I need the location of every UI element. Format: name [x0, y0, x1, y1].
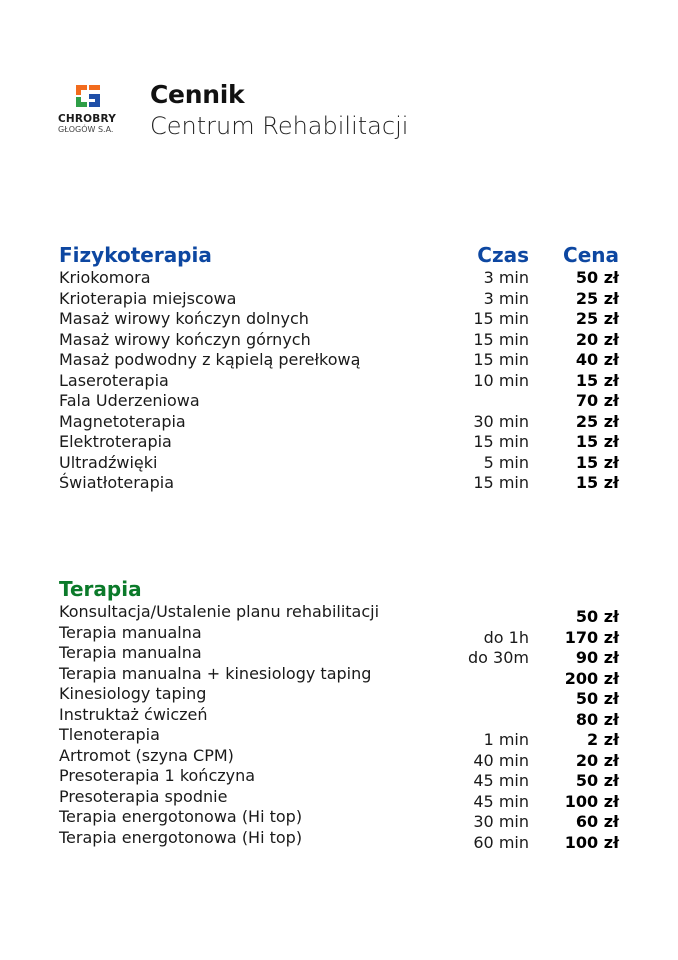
price-row	[59, 766, 622, 790]
service-price: 50 zł	[575, 689, 619, 708]
service-price: 25 zł	[575, 411, 619, 431]
price-row	[59, 453, 622, 474]
service-time: 30 min	[473, 812, 529, 831]
service-price: 100 zł	[564, 832, 619, 852]
service-time: 15 min	[473, 329, 529, 349]
section-terapia	[59, 577, 622, 852]
price-row	[59, 602, 622, 626]
service-name: Tlenoterapia	[59, 725, 160, 744]
price-list	[59, 602, 622, 852]
section-fizykoterapia	[59, 243, 622, 494]
section-header	[59, 243, 622, 268]
section-title: Fizykoterapia	[59, 243, 212, 267]
service-time: 15 min	[473, 309, 529, 328]
service-name: Światłoterapia	[59, 473, 175, 492]
service-time: 15 min	[473, 350, 529, 369]
service-price: 100 zł	[564, 791, 619, 811]
service-time: 3 min	[483, 288, 529, 308]
service-name: Fala Uderzeniowa	[59, 391, 200, 410]
service-name: Ultradźwięki	[59, 452, 158, 472]
price-row	[59, 412, 622, 433]
service-price: 70 zł	[575, 391, 619, 410]
price-row	[59, 725, 622, 749]
service-name: Masaż wirowy kończyn dolnych	[59, 309, 309, 328]
service-time: do 1h	[483, 627, 529, 647]
service-name: Kriokomora	[59, 268, 151, 287]
price-row	[59, 807, 622, 831]
section-header	[59, 577, 622, 602]
service-name: Masaż podwodny z kąpielą perełkową	[59, 350, 361, 369]
brand-subtitle: GŁOGÓW S.A.	[58, 125, 114, 134]
price-row	[59, 643, 622, 667]
price-row	[59, 330, 622, 351]
service-price: 50 zł	[575, 268, 619, 287]
price-row	[59, 432, 622, 453]
price-list	[59, 268, 622, 494]
service-time: 60 min	[473, 832, 529, 852]
service-name: Konsultacja/Ustalenie planu rehabilitacji	[59, 602, 380, 621]
service-time: 45 min	[473, 791, 529, 811]
service-name: Terapia manualna + kinesiology taping	[59, 663, 372, 683]
service-time: 45 min	[473, 771, 529, 790]
service-time: do 30m	[468, 648, 529, 667]
chrobry-logo-icon	[73, 82, 103, 110]
service-price: 25 zł	[575, 309, 619, 328]
price-row	[59, 622, 622, 647]
service-price: 170 zł	[564, 627, 619, 647]
price-row	[59, 371, 622, 392]
service-price: 60 zł	[575, 812, 619, 831]
service-time: 30 min	[473, 411, 529, 431]
service-name: Artromot (szyna CPM)	[59, 745, 234, 765]
page-title: Cennik	[150, 80, 245, 109]
service-price: 15 zł	[575, 452, 619, 472]
price-row	[59, 391, 622, 412]
service-price: 20 zł	[575, 750, 619, 770]
service-name: Terapia manualna	[59, 622, 202, 642]
service-price: 25 zł	[575, 288, 619, 308]
service-name: Terapia energotonowa (Hi top)	[59, 807, 303, 826]
column-header-time: Czas	[477, 243, 529, 267]
service-price: 40 zł	[575, 350, 619, 369]
price-row	[59, 684, 622, 708]
service-price: 200 zł	[564, 668, 619, 688]
service-time: 3 min	[483, 268, 529, 287]
price-row	[59, 663, 622, 688]
price-row	[59, 473, 622, 494]
column-header-price: Cena	[563, 243, 619, 267]
service-price: 90 zł	[575, 648, 619, 667]
service-time: 10 min	[473, 370, 529, 390]
service-name: Presoterapia 1 kończyna	[59, 766, 256, 785]
price-row	[59, 268, 622, 289]
price-row	[59, 289, 622, 310]
service-time: 15 min	[473, 473, 529, 492]
service-time: 5 min	[483, 452, 529, 472]
service-price: 15 zł	[575, 473, 619, 492]
service-name: Instruktaż ćwiczeń	[59, 704, 208, 724]
service-name: Elektroterapia	[59, 432, 172, 451]
service-time: 15 min	[473, 432, 529, 451]
service-name: Terapia manualna	[59, 643, 202, 662]
brand-logo	[58, 82, 126, 134]
service-price: 15 zł	[575, 432, 619, 451]
service-time: 1 min	[483, 730, 529, 749]
service-name: Terapia energotonowa (Hi top)	[59, 827, 303, 847]
service-price: 20 zł	[575, 329, 619, 349]
service-name: Laseroterapia	[59, 370, 169, 390]
brand-name: CHROBRY	[58, 113, 117, 125]
service-name: Krioterapia miejscowa	[59, 288, 237, 308]
price-row	[59, 350, 622, 371]
price-row	[59, 309, 622, 330]
service-name: Presoterapia spodnie	[59, 786, 228, 806]
service-price: 50 zł	[575, 607, 619, 626]
service-price: 80 zł	[575, 709, 619, 729]
service-price: 50 zł	[575, 771, 619, 790]
price-row	[59, 704, 622, 729]
price-row	[59, 745, 622, 770]
price-row	[59, 786, 622, 811]
service-name: Masaż wirowy kończyn górnych	[59, 329, 311, 349]
service-price: 2 zł	[587, 730, 619, 749]
service-time: 40 min	[473, 750, 529, 770]
service-name: Kinesiology taping	[59, 684, 207, 703]
page-subtitle: Centrum Rehabilitacji	[150, 112, 409, 140]
section-title: Terapia	[59, 577, 142, 601]
price-row	[59, 827, 622, 852]
service-name: Magnetoterapia	[59, 411, 186, 431]
service-price: 15 zł	[575, 370, 619, 390]
